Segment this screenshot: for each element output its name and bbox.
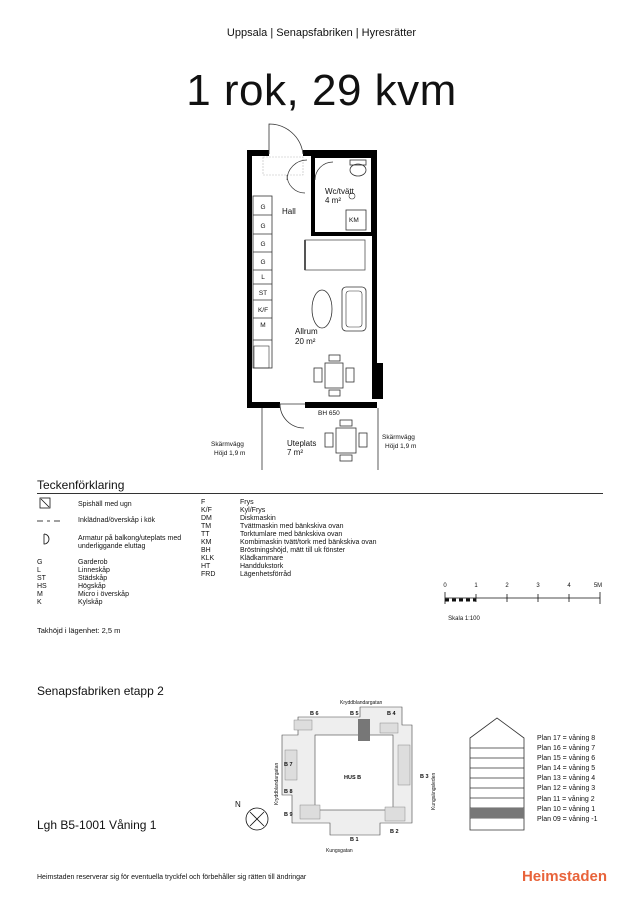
brand-logo: Heimstaden [521, 868, 607, 885]
abbr-text: Frys [240, 499, 254, 506]
scale-tick: 3 [536, 583, 540, 589]
apartment-id: Lgh B5-1001 Våning 1 [37, 818, 157, 832]
abbr-text: Lägenhetsförråd [240, 571, 291, 578]
floor-item: Plan 12 = våning 3 [537, 785, 596, 793]
abbr-code: TM [201, 523, 212, 530]
legend-symbol-2: Inklädnad/överskåp i kök [78, 517, 156, 524]
abbr-text: Högskåp [78, 583, 106, 590]
wall-right-label: Skärmvägg [382, 434, 415, 441]
floor-item: Plan 15 = våning 6 [537, 755, 596, 763]
scale-tick: 0 [443, 583, 447, 589]
building-b4: B 4 [387, 711, 396, 717]
building-b2: B 2 [390, 829, 399, 835]
wall-left-label: Skärmvägg [211, 441, 244, 448]
abbr-code: TT [201, 531, 210, 538]
abbr-code: DM [201, 515, 212, 522]
building-b6: B 6 [310, 711, 319, 717]
abbr-text: Linneskåp [78, 567, 110, 574]
abbr-text: Handdukstork [240, 563, 284, 570]
room-label-wc: Wc/tvätt [325, 187, 354, 196]
abbr-code: BH [201, 547, 211, 554]
legend-symbol-3: Armatur på balkong/uteplats med underliggande eluttag [78, 535, 182, 550]
dining-table [314, 355, 354, 396]
scale-bar [440, 578, 610, 628]
floor-item: Plan 11 = våning 2 [537, 795, 595, 803]
project-stage: Senapsfabriken etapp 2 [37, 684, 164, 698]
highlighted-floor [470, 808, 524, 818]
abbr-text: Kylskåp [78, 599, 103, 606]
scale-tick: 2 [505, 583, 509, 589]
building-b9: B 9 [284, 812, 293, 818]
abbr-text: Städskåp [78, 575, 108, 582]
closet-label: M [260, 322, 266, 329]
room-area-uteplats: 7 m² [287, 448, 303, 457]
abbr-code: G [37, 559, 43, 566]
scale-tick: 5M [593, 583, 603, 589]
abbr-text: Tvättmaskin med bänkskiva ovan [240, 523, 344, 530]
closet-label: G [260, 223, 266, 230]
legend-divider [37, 493, 603, 494]
abbr-text: Torktumlare med bänkskiva ovan [240, 531, 343, 538]
building-b7: B 7 [284, 762, 293, 768]
street-left: Kryddblandargatan [274, 762, 280, 805]
abbr-code: KM [201, 539, 212, 546]
abbr-code: M [37, 591, 43, 598]
km-label: KM [349, 217, 359, 224]
floor-item: Plan 09 = våning -1 [537, 815, 598, 823]
abbr-code: F [201, 499, 206, 506]
scale-label: Skala 1:100 [448, 616, 480, 622]
room-label-allrum: Allrum [295, 327, 318, 336]
abbr-code: L [37, 567, 41, 574]
abbr-text: Bröstningshöjd, mätt till uk fönster [240, 547, 346, 554]
floor-list [537, 734, 598, 825]
abbr-code: ST [37, 575, 46, 582]
abbr-text: Kombimaskin tvätt/tork med bänkskiva ovan [240, 539, 377, 546]
site-plan [230, 695, 455, 860]
abbr-code: HT [201, 563, 211, 570]
legend-left-abbr [37, 559, 217, 619]
closet-label: K/F [257, 307, 269, 314]
north-label: N [235, 800, 241, 809]
legend-symbols [37, 496, 77, 556]
closet-label: G [260, 204, 266, 211]
room-label-uteplats: Uteplats [287, 439, 317, 448]
page-title: 1 rok, 29 kvm [186, 66, 457, 115]
legend-title: Teckenförklaring [37, 478, 125, 492]
abbr-text: Kyl/Frys [240, 507, 266, 514]
floor-item: Plan 17 = våning 8 [537, 735, 596, 742]
abbr-code: KLK [201, 555, 215, 562]
rug [312, 290, 332, 328]
bh-label: BH 650 [318, 410, 340, 417]
abbr-code: K [37, 599, 42, 606]
balcony-door [280, 404, 305, 428]
abbr-code: FRD [201, 571, 216, 578]
header-location: Uppsala | Senapsfabriken | Hyresrätter [226, 27, 417, 39]
scale-tick: 4 [567, 583, 571, 589]
abbr-text: Micro i överskåp [78, 591, 129, 598]
street-top: Kryddblandargatan [340, 700, 383, 706]
abbr-code: K/F [201, 507, 212, 514]
wall-left-height: Höjd 1,9 m [214, 450, 246, 457]
building-b3: B 3 [420, 774, 429, 780]
floor-item: Plan 16 = våning 7 [537, 745, 596, 753]
north-arrow-icon [235, 800, 268, 830]
floor-item: Plan 14 = våning 5 [537, 765, 596, 773]
bed [305, 240, 365, 270]
building-b1: B 1 [350, 837, 359, 843]
floor-item: Plan 10 = våning 1 [537, 805, 596, 813]
abbr-text: Klädkammare [240, 555, 284, 562]
street-right: Kungsängsleden [431, 772, 437, 810]
building-b5: B 5 [350, 711, 359, 717]
wall-right-height: Höjd 1,9 m [385, 443, 417, 450]
room-area-wc: 4 m² [325, 196, 341, 205]
closet-column [253, 196, 272, 368]
entry-door [269, 124, 303, 154]
ceiling-height: Takhöjd i lägenhet: 2,5 m [37, 626, 121, 635]
closet-labels [258, 204, 268, 329]
lamp-icon [44, 534, 49, 544]
legend-right-abbr [201, 499, 421, 584]
elevation [462, 710, 532, 835]
closet-label: ST [258, 290, 268, 297]
uteplats [262, 408, 378, 470]
room-label-hall: Hall [282, 207, 296, 216]
abbr-text: Garderob [78, 559, 108, 566]
street-bottom: Kungsgatan [326, 848, 353, 854]
floor-item: Plan 13 = våning 4 [537, 775, 596, 783]
legend-symbol-1: Spishäll med ugn [78, 501, 132, 508]
closet-label: L [261, 274, 265, 281]
closet-label: G [260, 259, 266, 266]
building-hus-b: HUS B [344, 775, 362, 781]
abbr-text: Diskmaskin [240, 515, 276, 522]
building-b8: B 8 [284, 789, 293, 795]
room-area-allrum: 20 m² [295, 337, 316, 346]
scale-tick: 1 [474, 583, 478, 589]
armchair [342, 287, 366, 331]
closet-label: G [260, 241, 266, 248]
abbr-code: HS [37, 583, 47, 590]
footer-disclaimer: Heimstaden reserverar sig för eventuella tryckfel och förbehåller sig rätten till ändringar [37, 874, 307, 881]
